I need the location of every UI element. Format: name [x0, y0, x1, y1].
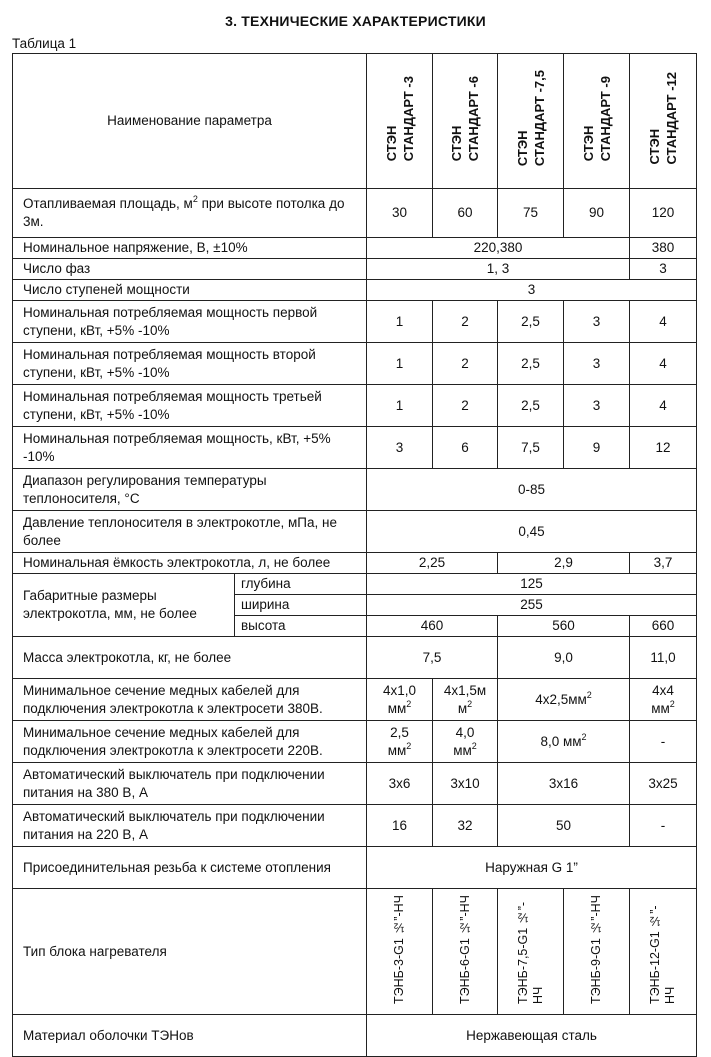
row-heater	[13, 889, 697, 1015]
cell-value: 0,45	[367, 511, 697, 553]
cell-value: 0-85	[367, 469, 697, 511]
cell-value: 4	[630, 343, 697, 385]
cell-value: 90	[564, 189, 630, 238]
cell-value: 2,5	[498, 385, 564, 427]
table-header-row	[13, 54, 697, 189]
row-breaker-220	[13, 805, 697, 847]
row-label: Номинальная потребляемая мощность, кВт, +5% -10%	[13, 427, 367, 469]
cell-value: ТЭНБ-7,5-G1 ½”-НЧ	[498, 889, 564, 1015]
cell-value: 3х6	[367, 763, 433, 805]
row-label: Номинальная потребляемая мощность второй ступени, кВт, +5% -10%	[13, 343, 367, 385]
row-label: Давление теплоносителя в электрокотле, мПа, не более	[13, 511, 367, 553]
row-label: Число ступеней мощности	[13, 280, 367, 301]
row-label: Отапливаемая площадь, $м^2$ при высоте потолка до 3м.	[13, 189, 367, 238]
row-label: Номинальная ёмкость электрокотла, л, не более	[13, 553, 367, 574]
cell-value: 3х16	[498, 763, 630, 805]
cell-value: 60	[433, 189, 498, 238]
header-model-12: СТЭН СТАНДАРТ -12	[630, 54, 697, 189]
row-cable-220	[13, 721, 697, 763]
row-label: Масса электрокотла, кг, не более	[13, 637, 367, 679]
row-cable-380	[13, 679, 697, 721]
row-label: Номинальное напряжение, В, ±10%	[13, 238, 367, 259]
cell-value: 2	[433, 301, 498, 343]
cell-value: 3	[367, 280, 697, 301]
header-model-6: СТЭН СТАНДАРТ -6	[433, 54, 498, 189]
row-label: Габаритные размеры электрокотла, мм, не более	[13, 574, 235, 637]
cell-value: 11,0	[630, 637, 697, 679]
cell-value: 1, 3	[367, 259, 630, 280]
cell-value: Наружная G 1”	[367, 847, 697, 889]
row-label: Автоматический выключатель при подключении питания на 220 В, А	[13, 805, 367, 847]
section-title: 3. ТЕХНИЧЕСКИЕ ХАРАКТЕРИСТИКИ	[225, 13, 486, 29]
row-label: Минимальное сечение медных кабелей для подключения электрокотла к электросети 220В.	[13, 721, 367, 763]
cell-value: 380	[630, 238, 697, 259]
row-material	[13, 1015, 697, 1057]
header-model-9: СТЭН СТАНДАРТ -9	[564, 54, 630, 189]
cell-value: 12	[630, 427, 697, 469]
cell-value: 2,5	[498, 343, 564, 385]
row-thread	[13, 847, 697, 889]
row-label: Материал оболочки ТЭНов	[13, 1015, 367, 1057]
row-label: Минимальное сечение медных кабелей для подключения электрокотла к электросети 380В.	[13, 679, 367, 721]
cell-value: 6	[433, 427, 498, 469]
cell-value: 4,0 $мм^2$	[433, 721, 498, 763]
header-model-7-5: СТЭН СТАНДАРТ -7,5	[498, 54, 564, 189]
cell-value: 3	[564, 385, 630, 427]
row-label: Автоматический выключатель при подключении питания на 380 В, А	[13, 763, 367, 805]
row-label: Диапазон регулирования температуры теплоносителя, °С	[13, 469, 367, 511]
cell-value: 3х25	[630, 763, 697, 805]
row-power1	[13, 301, 697, 343]
cell-value: 1	[367, 385, 433, 427]
cell-value: 4х1,0 $мм^2$	[367, 679, 433, 721]
row-power3	[13, 385, 697, 427]
row-temp-range	[13, 469, 697, 511]
row-mass	[13, 637, 697, 679]
cell-value: 2,9	[498, 553, 630, 574]
cell-value: 3,7	[630, 553, 697, 574]
cell-value: Нержавеющая сталь	[367, 1015, 697, 1057]
table-caption: Таблица 1	[12, 36, 77, 51]
cell-value: 4х1,5м $м^2$	[433, 679, 498, 721]
cell-value: 1	[367, 301, 433, 343]
cell-value: 220,380	[367, 238, 630, 259]
sub-label-height: высота	[235, 616, 367, 637]
cell-value: 4	[630, 385, 697, 427]
cell-value: 75	[498, 189, 564, 238]
cell-value: 125	[367, 574, 697, 595]
row-label: Присоединительная резьба к системе отопления	[13, 847, 367, 889]
cell-value: 2	[433, 343, 498, 385]
cell-value: 2,5 $мм^2$	[367, 721, 433, 763]
cell-value: 3	[564, 343, 630, 385]
row-power-total	[13, 427, 697, 469]
cell-value: 4	[630, 301, 697, 343]
row-power2	[13, 343, 697, 385]
cell-value: 255	[367, 595, 697, 616]
cell-value: 560	[498, 616, 630, 637]
cell-value: 7,5	[367, 637, 498, 679]
row-capacity	[13, 553, 697, 574]
cell-value: 2	[433, 385, 498, 427]
row-label: Номинальная потребляемая мощность третьей ступени, кВт, +5% -10%	[13, 385, 367, 427]
cell-value: 660	[630, 616, 697, 637]
cell-value: 4х4 $мм^2$	[630, 679, 697, 721]
sub-label-depth: глубина	[235, 574, 367, 595]
row-steps	[13, 280, 697, 301]
sub-label-width: ширина	[235, 595, 367, 616]
cell-value: 9,0	[498, 637, 630, 679]
cell-value: 8,0 $мм^2$	[498, 721, 630, 763]
header-model-3: СТЭН СТАНДАРТ -3	[367, 54, 433, 189]
row-label: Номинальная потребляемая мощность первой ступени, кВт, +5% -10%	[13, 301, 367, 343]
row-dims-depth	[13, 574, 697, 595]
cell-value: 32	[433, 805, 498, 847]
cell-value: 50	[498, 805, 630, 847]
cell-value: 3х10	[433, 763, 498, 805]
cell-value: 3	[630, 259, 697, 280]
cell-value: 2,25	[367, 553, 498, 574]
cell-value: ТЭНБ-9-G1 ½”-НЧ	[564, 889, 630, 1015]
cell-value: ТЭНБ-6-G1 ½”-НЧ	[433, 889, 498, 1015]
cell-value: -	[630, 805, 697, 847]
cell-value: 30	[367, 189, 433, 238]
cell-value: 7,5	[498, 427, 564, 469]
row-phases	[13, 259, 697, 280]
cell-value: 16	[367, 805, 433, 847]
cell-value: $4х2,5мм^2$	[498, 679, 630, 721]
row-voltage	[13, 238, 697, 259]
cell-value: 2,5	[498, 301, 564, 343]
cell-value: 460	[367, 616, 498, 637]
row-pressure	[13, 511, 697, 553]
cell-value: 120	[630, 189, 697, 238]
cell-value: 3	[367, 427, 433, 469]
cell-value: 3	[564, 301, 630, 343]
cell-value: 1	[367, 343, 433, 385]
row-area	[13, 189, 697, 238]
header-param: Наименование параметра	[13, 54, 367, 189]
cell-value: ТЭНБ-12-G1 ½”-НЧ	[630, 889, 697, 1015]
row-breaker-380	[13, 763, 697, 805]
specs-table	[12, 53, 697, 1057]
cell-value: 9	[564, 427, 630, 469]
row-label: Тип блока нагревателя	[13, 889, 367, 1015]
cell-value: ТЭНБ-3-G1 ½”-НЧ	[367, 889, 433, 1015]
row-label: Число фаз	[13, 259, 367, 280]
cell-value: -	[630, 721, 697, 763]
